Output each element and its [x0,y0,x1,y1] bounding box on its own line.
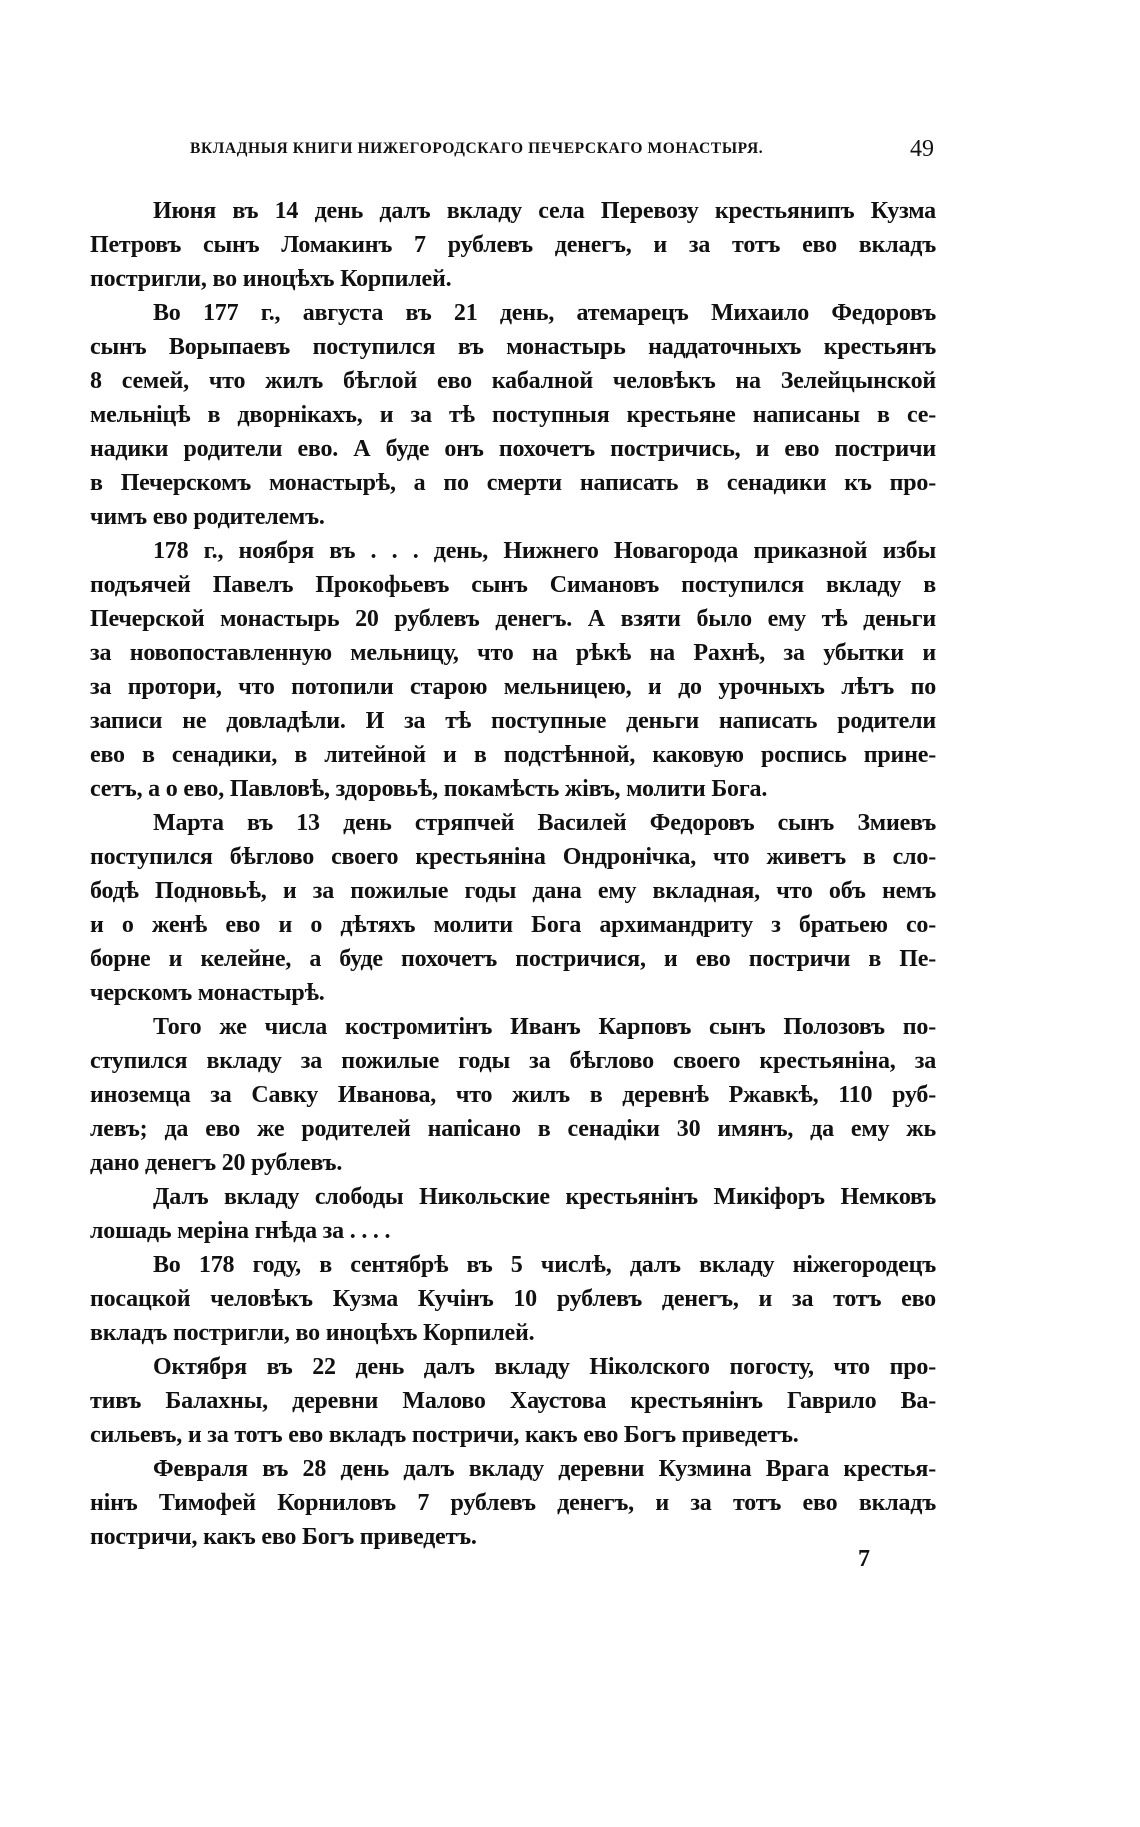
text-line: Июня въ 14 день далъ вкладу села Перевозу крестьянипъ Кузма [153,198,936,224]
text-line: записи не довладѣли. И за тѣ поступные деньги написать родители [90,708,936,734]
paragraph [90,1452,936,1554]
text-line: и о женѣ ево и о дѣтяхъ молити Бога архимандриту з братьею со- [90,912,936,938]
paragraph [90,534,936,806]
text-line: левъ; да ево же родителей напісано в сенадіки 30 имянъ, да ему жь [90,1116,936,1142]
text-line: ступился вкладу за пожилые годы за бѣглово своего крестьяніна, за [90,1048,936,1074]
page-number: 49 [910,136,934,162]
text-line: бодѣ Подновьѣ, и за пожилые годы дана ему вкладная, что объ немъ [90,878,936,904]
text-line: надики родители ево. А буде онъ похочетъ постричись, и ево постричи [90,436,936,462]
text-line: иноземца за Савку Иванова, что жилъ в деревнѣ Ржавкѣ, 110 руб- [90,1082,936,1108]
text-line: Далъ вкладу слободы Никольские крестьянінъ Микіфоръ Немковъ [153,1184,936,1210]
text-line: 8 семей, что жилъ бѣглой ево кабалной человѣкъ на Зелейцынской [90,368,936,394]
paragraph [90,1350,936,1452]
text-line: черскомъ монастырѣ. [90,980,325,1006]
running-head-title: ВКЛАДНЫЯ КНИГИ НИЖЕГОРОДСКАГО ПЕЧЕРСКАГО МОНАСТЫРЯ. [190,140,764,157]
text-line: подъячей Павелъ Прокофьевъ сынъ Симановъ поступился вкладу в [90,572,936,598]
text-line: нінъ Тимофей Корниловъ 7 рублевъ денегъ, и за тотъ ево вкладъ [90,1490,936,1516]
text-line: Во 178 году, в сентябрѣ въ 5 числѣ, далъ вкладу ніжегородецъ [153,1252,936,1278]
text-line: Во 177 г., августа въ 21 день, атемарецъ Михаило Федоровъ [153,300,936,326]
text-line: Того же числа костромитінъ Иванъ Карповъ сынъ Полозовъ по- [153,1014,936,1040]
paragraph [90,296,936,534]
text-line: ево в сенадики, в литейной и в подстѣнной, каковую роспись прине- [90,742,936,768]
text-line: сильевъ, и за тотъ ево вкладъ постричи, какъ ево Богъ приведетъ. [90,1422,799,1448]
paragraph [90,806,936,1010]
text-line: мельніцѣ в дворнікахъ, и за тѣ поступныя крестьяне написаны в се- [90,402,936,428]
text-line: сетъ, а о ево, Павловѣ, здоровьѣ, покамѣсть жівъ, молити Бога. [90,776,768,802]
text-line: в Печерскомъ монастырѣ, а по смерти написать в сенадики къ про- [90,470,936,496]
text-line: Февраля въ 28 день далъ вкладу деревни Кузмина Врага крестья- [153,1456,936,1482]
signature-mark: 7 [858,1546,870,1572]
text-line: за новопоставленную мельницу, что на рѣкѣ на Рахнѣ, за убытки и [90,640,936,666]
text-line: вкладъ постригли, во иноцѣхъ Корпилей. [90,1320,535,1346]
paragraph [90,194,936,296]
paragraph [90,1010,936,1180]
text-line: борне и келейне, а буде похочетъ постричися, и ево постричи в Пе- [90,946,936,972]
text-line: лошадь меріна гнѣда за . . . . [90,1218,391,1244]
text-line: Печерской монастырь 20 рублевъ денегъ. А взяти было ему тѣ деньги [90,606,936,632]
text-line: 178 г., ноября въ . . . день, Нижнего Новагорода приказной избы [153,538,936,564]
text-line: поступился бѣглово своего крестьяніна Ондронічка, что живетъ в сло- [90,844,936,870]
text-line: постригли, во иноцѣхъ Корпилей. [90,266,452,292]
body-text [90,194,936,1554]
paragraph [90,1248,936,1350]
text-line: сынъ Ворыпаевъ поступился въ монастырь наддаточныхъ крестьянъ [90,334,936,360]
text-line: постричи, какъ ево Богъ приведетъ. [90,1524,477,1550]
text-line: за протори, что потопили старою мельницею, и до урочныхъ лѣтъ по [90,674,936,700]
text-line: Октября въ 22 день далъ вкладу Ніколского погосту, что про- [153,1354,936,1380]
text-line: Марта въ 13 день стряпчей Василей Федоровъ сынъ Змиевъ [153,810,936,836]
paragraph [90,1180,936,1248]
text-line: чимъ ево родителемъ. [90,504,325,530]
text-line: Петровъ сынъ Ломакинъ 7 рублевъ денегъ, и за тотъ ево вкладъ [90,232,936,258]
text-line: посацкой человѣкъ Кузма Кучінъ 10 рублевъ денегъ, и за тотъ ево [90,1286,936,1312]
text-line: дано денегъ 20 рублевъ. [90,1150,343,1176]
text-line: тивъ Балахны, деревни Малово Хаустова крестьянінъ Гаврило Ва- [90,1388,936,1414]
